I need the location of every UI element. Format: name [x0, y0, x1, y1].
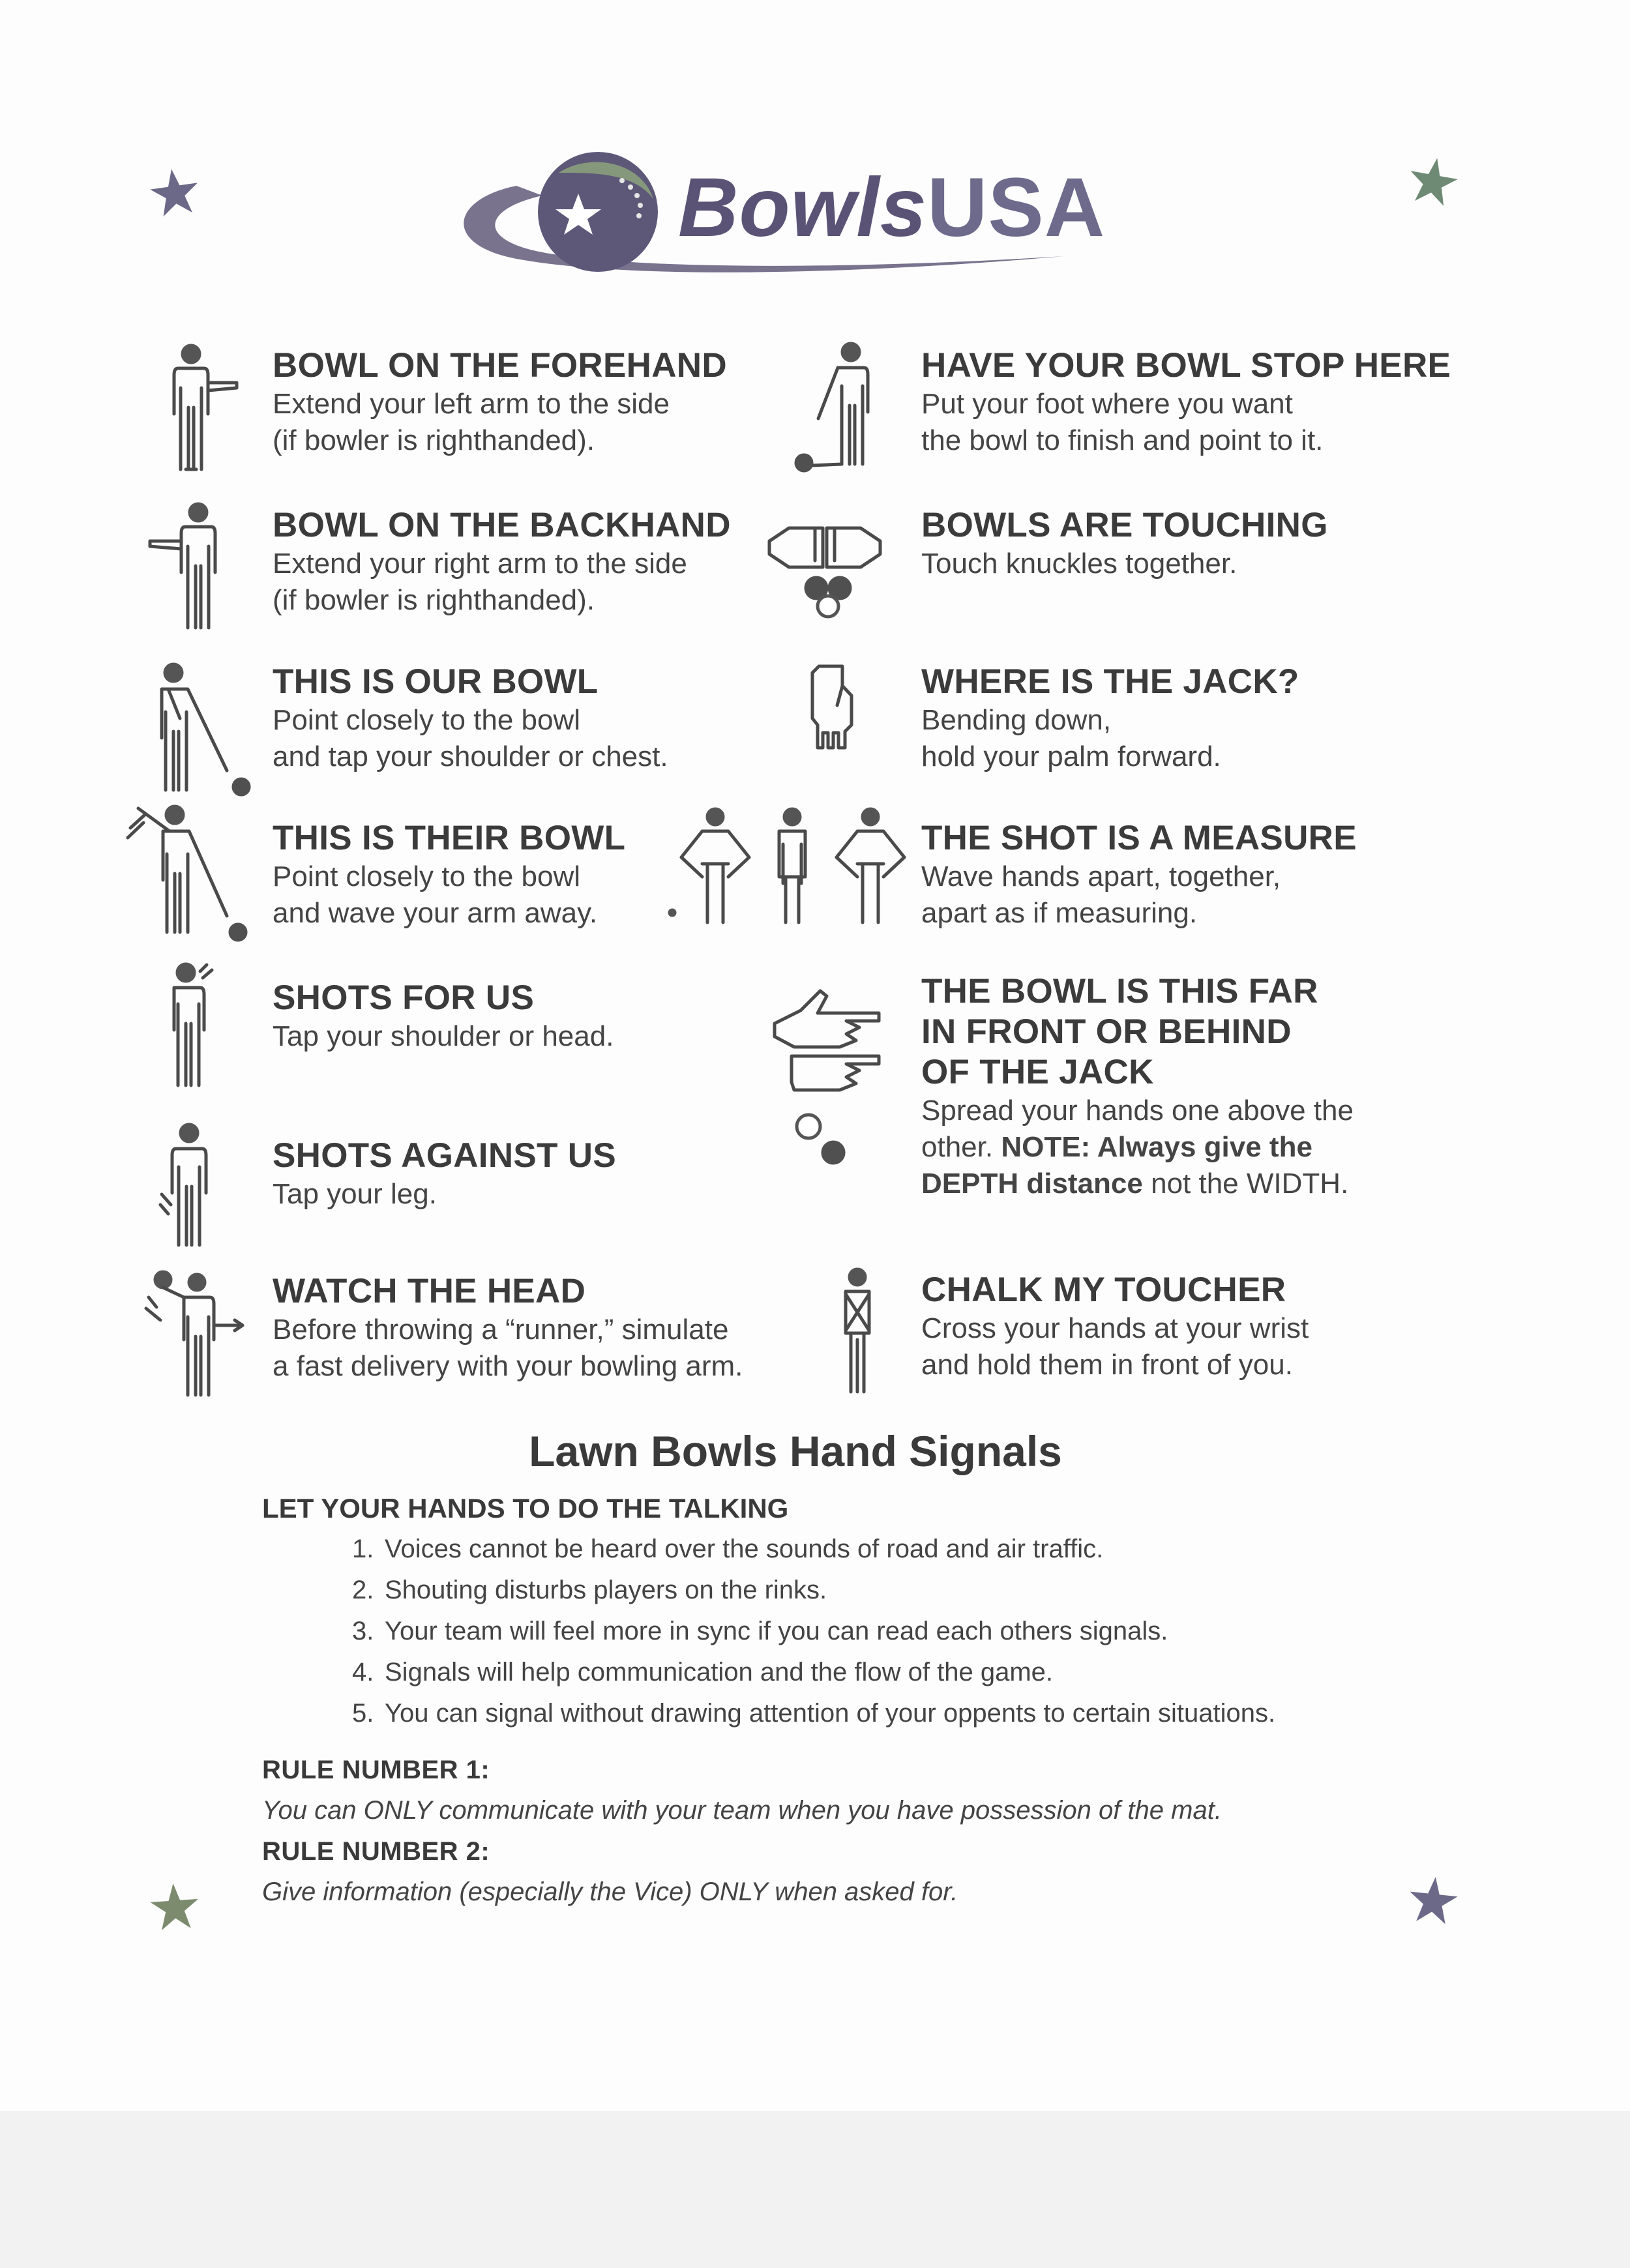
signal-desc-line: and hold them in front of you. — [921, 1349, 1293, 1381]
signal-desc-line: hold your palm forward. — [921, 741, 1221, 773]
signal-bowls-are-touching — [921, 505, 1328, 582]
signal-chalk-my-toucher — [921, 1270, 1309, 1383]
star-icon-top-right — [1407, 155, 1459, 207]
signal-desc-line: Bending down, — [921, 704, 1112, 736]
signal-title: THE BOWL IS THIS FAR — [921, 972, 1318, 1010]
list-item — [352, 1611, 1275, 1652]
signal-the-shot-is-a-measure — [921, 818, 1357, 932]
rule-2-text: Give information (especially the Vice) ONLY when asked for. — [262, 1878, 958, 1906]
list-item — [352, 1570, 1275, 1611]
signal-title: BOWLS ARE TOUCHING — [921, 506, 1328, 544]
list-text: Your team will feel more in sync if you can read each others signals. — [385, 1617, 1168, 1645]
star-icon-bottom-right — [1407, 1874, 1459, 1926]
list-number: 4. — [352, 1658, 374, 1686]
list-number: 1. — [352, 1535, 374, 1563]
spread-hands-icon — [768, 984, 892, 1167]
rule-1-label: RULE NUMBER 1: — [262, 1756, 490, 1784]
star-icon-bottom-left — [149, 1881, 201, 1933]
signal-title: THIS IS THEIR BOWL — [273, 819, 626, 857]
signal-title: THIS IS OUR BOWL — [273, 662, 599, 701]
our-bowl-figure-icon — [149, 660, 259, 800]
subheading: LET YOUR HANDS TO DO THE TALKING — [262, 1493, 789, 1524]
signal-title: BOWL ON THE FOREHAND — [273, 346, 727, 385]
palm-forward-hand-icon — [806, 660, 858, 751]
list-number: 5. — [352, 1699, 374, 1728]
signal-desc-line: Tap your leg. — [273, 1178, 437, 1210]
star-icon-top-left — [149, 166, 201, 218]
signal-desc-line: Put your foot where you want — [921, 388, 1293, 420]
signal-desc-line: Cross your hands at your wrist — [921, 1312, 1309, 1344]
signal-desc-line: (if bowler is righthanded). — [273, 584, 595, 616]
signal-title: HAVE YOUR BOWL STOP HERE — [921, 346, 1451, 385]
section-title: Lawn Bowls Hand Signals — [529, 1427, 1062, 1475]
signal-desc-line: Extend your right arm to the side — [273, 548, 687, 580]
rule-1-text: You can ONLY communicate with your team when you have possession of the mat. — [262, 1796, 1222, 1825]
signal-desc-line: Extend your left arm to the side — [273, 388, 670, 420]
crossed-hands-figure-icon — [838, 1268, 883, 1395]
shots-against-us-figure-icon — [156, 1121, 235, 1248]
signal-watch-the-head — [273, 1271, 743, 1385]
scan-bottom-margin — [0, 2111, 1630, 2268]
list-number: 3. — [352, 1617, 374, 1645]
list-item — [352, 1652, 1275, 1693]
signal-desc-line: Before throwing a “runner,” simulate — [273, 1314, 729, 1346]
signal-this-is-their-bowl — [273, 818, 625, 932]
rule-2-label: RULE NUMBER 2: — [262, 1837, 490, 1866]
list-text: Shouting disturbs players on the rinks. — [385, 1576, 827, 1604]
signal-title: WHERE IS THE JACK? — [921, 662, 1299, 701]
signal-the-bowl-is-this-far — [921, 971, 1354, 1202]
measure-figures-icon — [662, 805, 923, 929]
signal-desc-line: the bowl to finish and point to it. — [921, 424, 1324, 456]
signal-desc-text: other. — [921, 1131, 1001, 1163]
signal-shots-against-us — [273, 1136, 616, 1213]
forehand-figure-icon — [160, 342, 244, 473]
signal-desc-text: not the WIDTH. — [1142, 1168, 1349, 1200]
list-text: Signals will help communication and the flow of the game. — [385, 1658, 1053, 1686]
signal-bowl-on-backhand — [273, 505, 731, 619]
logo-text-usa: USA — [926, 161, 1106, 254]
signal-desc-line: and tap your shoulder or chest. — [273, 741, 668, 773]
watch-the-head-figure-icon — [137, 1268, 261, 1398]
signal-title: CHALK MY TOUCHER — [921, 1271, 1286, 1309]
bowlsusa-logo — [438, 147, 1106, 297]
signal-desc-line: Point closely to the bowl — [273, 704, 581, 736]
signal-desc-line: Spread your hands one above the — [921, 1095, 1354, 1127]
signal-desc-line: and wave your arm away. — [273, 897, 598, 929]
list-number: 2. — [352, 1576, 374, 1604]
signal-this-is-our-bowl — [273, 662, 668, 775]
signal-desc-line: Touch knuckles together. — [921, 548, 1237, 580]
signal-desc-line: Wave hands apart, together, — [921, 861, 1281, 892]
signal-title: THE SHOT IS A MEASURE — [921, 819, 1357, 857]
list-item — [352, 1529, 1275, 1570]
backhand-figure-icon — [145, 501, 230, 631]
signal-title: IN FRONT OR BEHIND — [921, 1012, 1292, 1051]
list-text: Voices cannot be heard over the sounds of road and air traffic. — [385, 1535, 1104, 1563]
signal-note-emphasis: DEPTH distance — [921, 1168, 1143, 1200]
stop-here-figure-icon — [792, 340, 880, 480]
list-text: You can signal without drawing attention of your oppents to certain situations. — [385, 1699, 1276, 1728]
logo-wordmark — [678, 160, 1105, 256]
signal-desc-line: apart as if measuring. — [921, 897, 1198, 929]
list-item — [352, 1693, 1275, 1734]
logo-text-bowls: Bowls — [678, 161, 927, 254]
shots-for-us-figure-icon — [166, 958, 244, 1089]
signal-have-your-bowl-stop-here — [921, 346, 1451, 459]
reasons-list — [352, 1529, 1275, 1734]
signal-desc-line: Point closely to the bowl — [273, 861, 581, 892]
signal-bowl-on-forehand — [273, 346, 727, 459]
their-bowl-figure-icon — [124, 802, 258, 942]
signal-desc-line: (if bowler is righthanded). — [273, 424, 595, 456]
signal-title: BOWL ON THE BACKHAND — [273, 506, 731, 544]
signal-title: SHOTS AGAINST US — [273, 1136, 616, 1175]
signal-title: WATCH THE HEAD — [273, 1272, 586, 1310]
signal-title: OF THE JACK — [921, 1053, 1154, 1091]
bowls-touching-hands-icon — [763, 515, 887, 626]
signal-desc-line: Tap your shoulder or head. — [273, 1020, 614, 1052]
signal-note-emphasis: NOTE: Always give the — [1001, 1131, 1312, 1163]
signal-where-is-the-jack — [921, 662, 1299, 775]
signal-desc-line: a fast delivery with your bowling arm. — [273, 1350, 743, 1382]
signal-title: SHOTS FOR US — [273, 979, 535, 1017]
signal-shots-for-us — [273, 978, 614, 1055]
